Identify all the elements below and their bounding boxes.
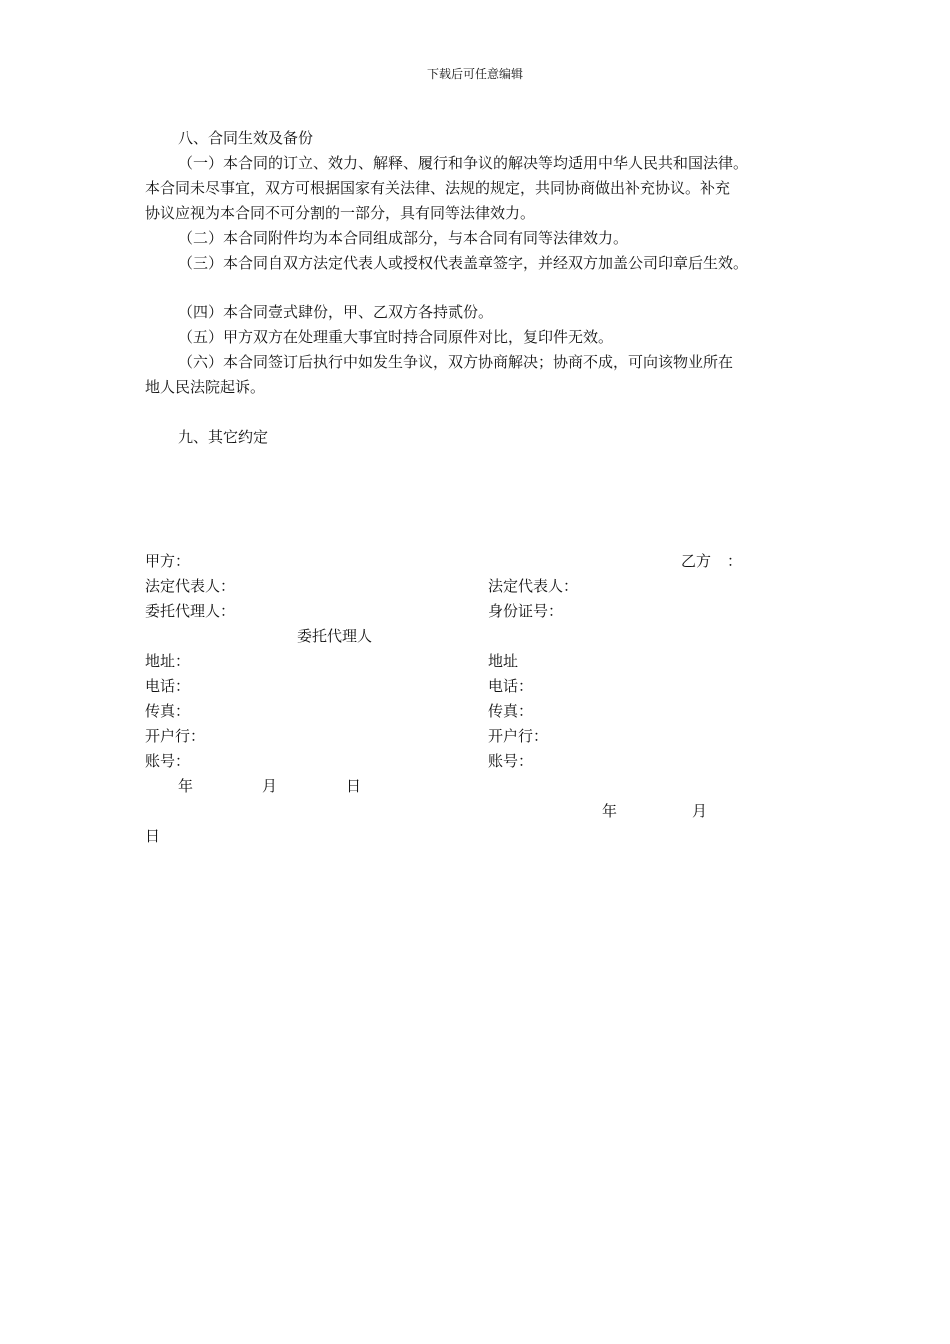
clause-8-1-line-1: （一）本合同的订立、效力、解释、履行和争议的解决等均适用中华人民共和国法律。 bbox=[178, 154, 749, 172]
party-b-account-label: 账号： bbox=[488, 752, 534, 770]
party-b-bank-label: 开户行： bbox=[488, 727, 549, 745]
party-b-fax-label: 传真： bbox=[488, 702, 534, 720]
party-a-account-label: 账号： bbox=[145, 752, 191, 770]
party-b-legal-rep-label: 法定代表人： bbox=[488, 577, 579, 595]
section-8-title: 八、合同生效及备份 bbox=[178, 129, 314, 147]
party-b-address-label: 地址 bbox=[488, 652, 519, 670]
party-a-legal-rep-label: 法定代表人： bbox=[145, 577, 236, 595]
clause-8-5: （五）甲方双方在处理重大事宜时持合同原件对比，复印件无效。 bbox=[178, 328, 614, 346]
party-a-phone-label: 电话： bbox=[145, 677, 191, 695]
party-a-fax-label: 传真： bbox=[145, 702, 191, 720]
party-a-bank-label: 开户行： bbox=[145, 727, 206, 745]
party-a-date-month: 月 bbox=[262, 777, 278, 795]
party-a-address-label: 地址： bbox=[145, 652, 191, 670]
party-a-agent-sub-label: 委托代理人 bbox=[297, 627, 373, 645]
party-a-name-label: 甲方： bbox=[145, 552, 191, 570]
party-b-date-day: 日 bbox=[145, 827, 161, 845]
clause-8-1-line-2: 本合同未尽事宜，双方可根据国家有关法律、法规的规定，共同协商做出补充协议。补充 bbox=[145, 179, 731, 197]
party-b-date-year: 年 bbox=[602, 802, 618, 820]
clause-8-3: （三）本合同自双方法定代表人或授权代表盖章签字，并经双方加盖公司印章后生效。 bbox=[178, 254, 749, 272]
section-9-title: 九、其它约定 bbox=[178, 428, 269, 446]
party-a-date-day: 日 bbox=[346, 777, 362, 795]
party-b-name-label: 乙方 bbox=[681, 552, 712, 570]
clause-8-1-line-3: 协议应视为本合同不可分割的一部分，具有同等法律效力。 bbox=[145, 204, 536, 222]
party-a-date-year: 年 bbox=[178, 777, 194, 795]
clause-8-6-line-1: （六）本合同签订后执行中如发生争议，双方协商解决；协商不成，可向该物业所在 bbox=[178, 353, 734, 371]
clause-8-4: （四）本合同壹式肆份，甲、乙双方各持贰份。 bbox=[178, 303, 494, 321]
party-b-date-month: 月 bbox=[692, 802, 708, 820]
party-a-agent-label: 委托代理人： bbox=[145, 602, 236, 620]
clause-8-6-line-2: 地人民法院起诉。 bbox=[145, 378, 266, 396]
party-b-id-label: 身份证号： bbox=[488, 602, 564, 620]
party-b-phone-label: 电话： bbox=[488, 677, 534, 695]
party-b-name-colon: ： bbox=[727, 552, 743, 570]
clause-8-2: （二）本合同附件均为本合同组成部分，与本合同有同等法律效力。 bbox=[178, 229, 629, 247]
page-header: 下载后可任意编辑 bbox=[426, 67, 523, 81]
